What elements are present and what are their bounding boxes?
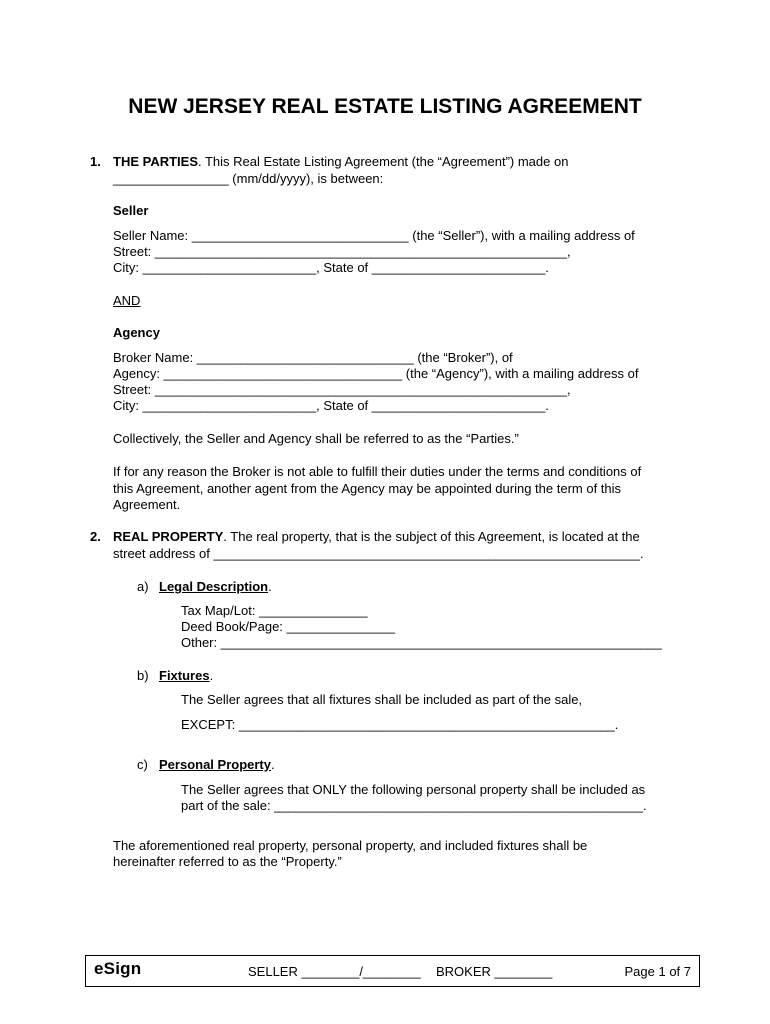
broker-replacement-line-2: this Agreement, another agent from the Agency may be appointed during the term of this [113, 481, 622, 496]
fixtures-text: The Seller agrees that all fixtures shall be included as part of the sale, [181, 692, 583, 707]
subsection-c-label: c) [137, 757, 148, 772]
subsection-c-heading [159, 756, 275, 773]
seller-initials-field: SELLER ________/________ [248, 964, 421, 979]
personal-property-title: Personal Property [159, 757, 271, 772]
agency-city-line: City: ________________________, State of ________________________. [113, 398, 549, 413]
seller-city-line: City: ________________________, State of ________________________. [113, 260, 549, 275]
agency-name-line: Agency: _________________________________ (the “Agency”), with a mailing address of [113, 366, 639, 381]
section-1-line-1 [113, 153, 568, 170]
fixtures-title: Fixtures [159, 668, 210, 683]
broker-replacement-line-3: Agreement. [113, 497, 181, 512]
section-1-heading: THE PARTIES [113, 154, 198, 169]
legal-description-dot: . [268, 579, 272, 594]
personal-property-line-2: part of the sale: ___________________________________________________. [181, 798, 647, 813]
agency-heading: Agency [113, 325, 160, 340]
personal-property-line-1: The Seller agrees that ONLY the following personal property shall be included as [181, 782, 646, 797]
property-definition-line-2: hereinafter referred to as the “Property.” [113, 854, 342, 869]
section-1-intro: . This Real Estate Listing Agreement (the “Agreement”) made on [198, 154, 569, 169]
esign-logo: eSign [94, 959, 142, 978]
section-2-number: 2. [90, 529, 101, 544]
page-number: Page 1 of 7 [624, 964, 691, 979]
personal-property-dot: . [271, 757, 275, 772]
broker-replacement-line-1: If for any reason the Broker is not able to fulfill their duties under the terms and conditions of [113, 464, 642, 479]
seller-name-line: Seller Name: ______________________________ (the “Seller”), with a mailing address of [113, 228, 635, 243]
agreement-date-line: ________________ (mm/dd/yyyy), is between: [113, 171, 384, 186]
section-1-number: 1. [90, 154, 101, 169]
other-line: Other: _____________________________________________________________ [181, 635, 662, 650]
subsection-b-heading [159, 667, 213, 684]
section-2-heading: REAL PROPERTY [113, 529, 224, 544]
subsection-b-label: b) [137, 668, 149, 683]
document-title: NEW JERSEY REAL ESTATE LISTING AGREEMENT [128, 95, 642, 118]
deed-book-page-line: Deed Book/Page: _______________ [181, 619, 395, 634]
street-address-line: street address of ___________________________________________________________. [113, 546, 644, 561]
tax-map-lot-line: Tax Map/Lot: _______________ [181, 603, 368, 618]
fixtures-dot: . [209, 668, 214, 683]
subsection-a-heading [159, 578, 272, 595]
property-definition-line-1: The aforementioned real property, personal property, and included fixtures shall be [113, 838, 588, 853]
section-2-line-1 [113, 528, 640, 545]
agency-street-line: Street: _________________________________________________________, [113, 382, 571, 397]
and-divider: AND [113, 293, 141, 308]
section-2-intro: . The real property, that is the subject of this Agreement, is located at the [223, 529, 640, 544]
collective-paragraph: Collectively, the Seller and Agency shall be referred to as the “Parties.” [113, 431, 519, 446]
page-footer [85, 955, 700, 987]
broker-initials-field: BROKER ________ [436, 964, 553, 979]
fixtures-except-line: EXCEPT: ____________________________________________________. [181, 717, 619, 732]
broker-name-line: Broker Name: ______________________________ (the “Broker”), of [113, 350, 513, 365]
seller-street-line: Street: _________________________________________________________, [113, 244, 571, 259]
seller-heading: Seller [113, 203, 149, 218]
legal-description-title: Legal Description [159, 579, 269, 594]
subsection-a-label: a) [137, 579, 149, 594]
